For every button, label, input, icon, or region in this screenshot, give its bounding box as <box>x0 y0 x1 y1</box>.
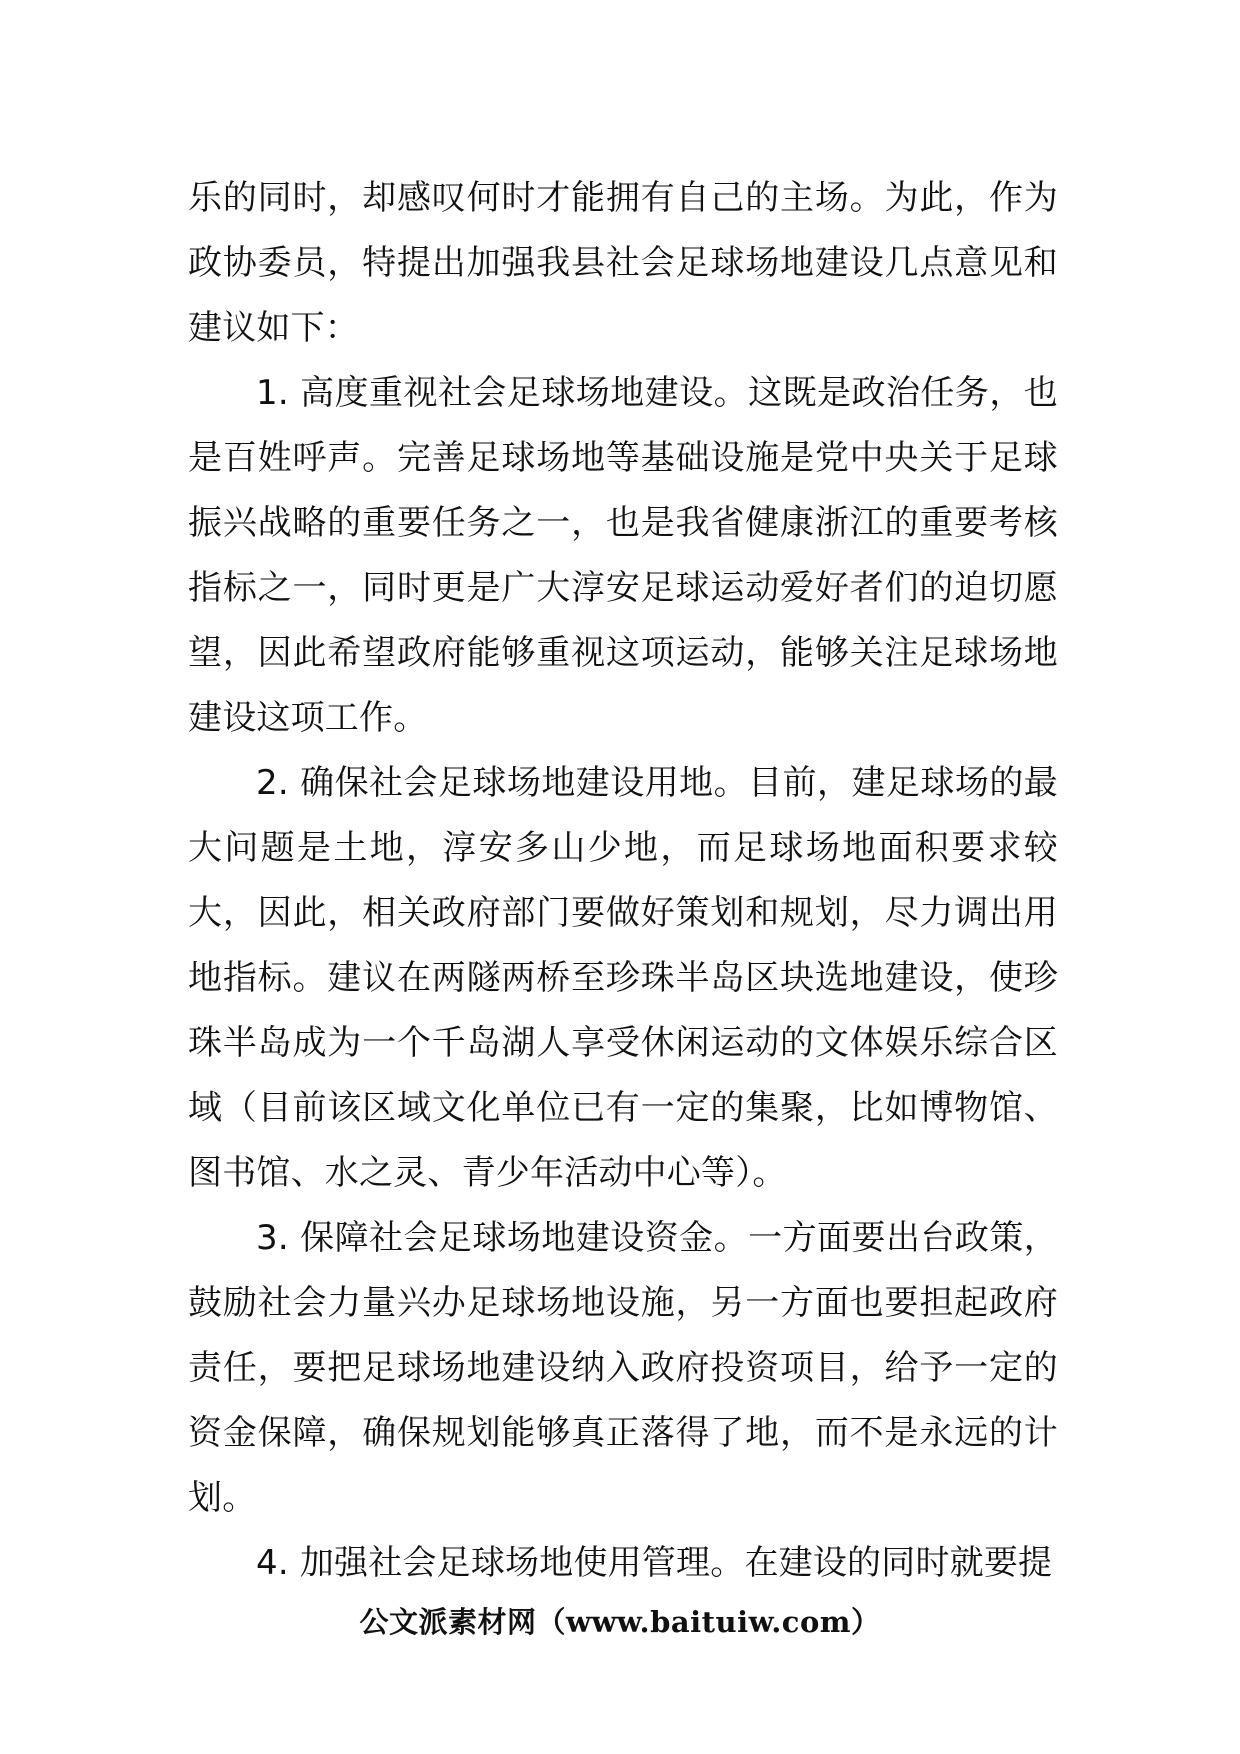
footer-watermark: 公文派素材网（www.baituiw.com） <box>359 1605 881 1639</box>
paragraph-point-3: 3. 保障社会足球场地建设资金。一方面要出台政策，鼓励社会力量兴办足球场地设施，另一方面也要担起政府责任，要把足球场地建设纳入政府投资项目，给予一定的资金保障，确保规划能够真正落得了地，而不是永远的计划。 <box>188 1218 1058 1518</box>
paragraph-point-2: 2. 确保社会足球场地建设用地。目前，建足球场的最大问题是土地，淳安多山少地，而足球场地面积要求较大，因此，相关政府部门要做好策划和规划，尽力调出用地指标。建议在两隧两桥至珍珠半岛区块选地建设，使珍珠半岛成为一个千岛湖人享受休闲运动的文体娱乐综合区域（目前该区域文化单位已有一定的集聚，比如博物馆、图书馆、水之灵、青少年活动中心等）。 <box>188 763 1058 1193</box>
paragraph-point-4: 4. 加强社会足球场地使用管理。在建设的同时就要提 <box>256 1543 1053 1583</box>
document-body <box>188 166 1058 1596</box>
paragraph-intro-continuation: 乐的同时，却感叹何时才能拥有自己的主场。为此，作为政协委员，特提出加强我县社会足球场地建设几点意见和建议如下： <box>188 178 1058 348</box>
paragraph-point-1: 1. 高度重视社会足球场地建设。这既是政治任务，也是百姓呼声。完善足球场地等基础设施是党中央关于足球振兴战略的重要任务之一，也是我省健康浙江的重要考核指标之一，同时更是广大淳安足球运动爱好者们的迫切愿望，因此希望政府能够重视这项运动，能够关注足球场地建设这项工作。 <box>188 373 1058 738</box>
